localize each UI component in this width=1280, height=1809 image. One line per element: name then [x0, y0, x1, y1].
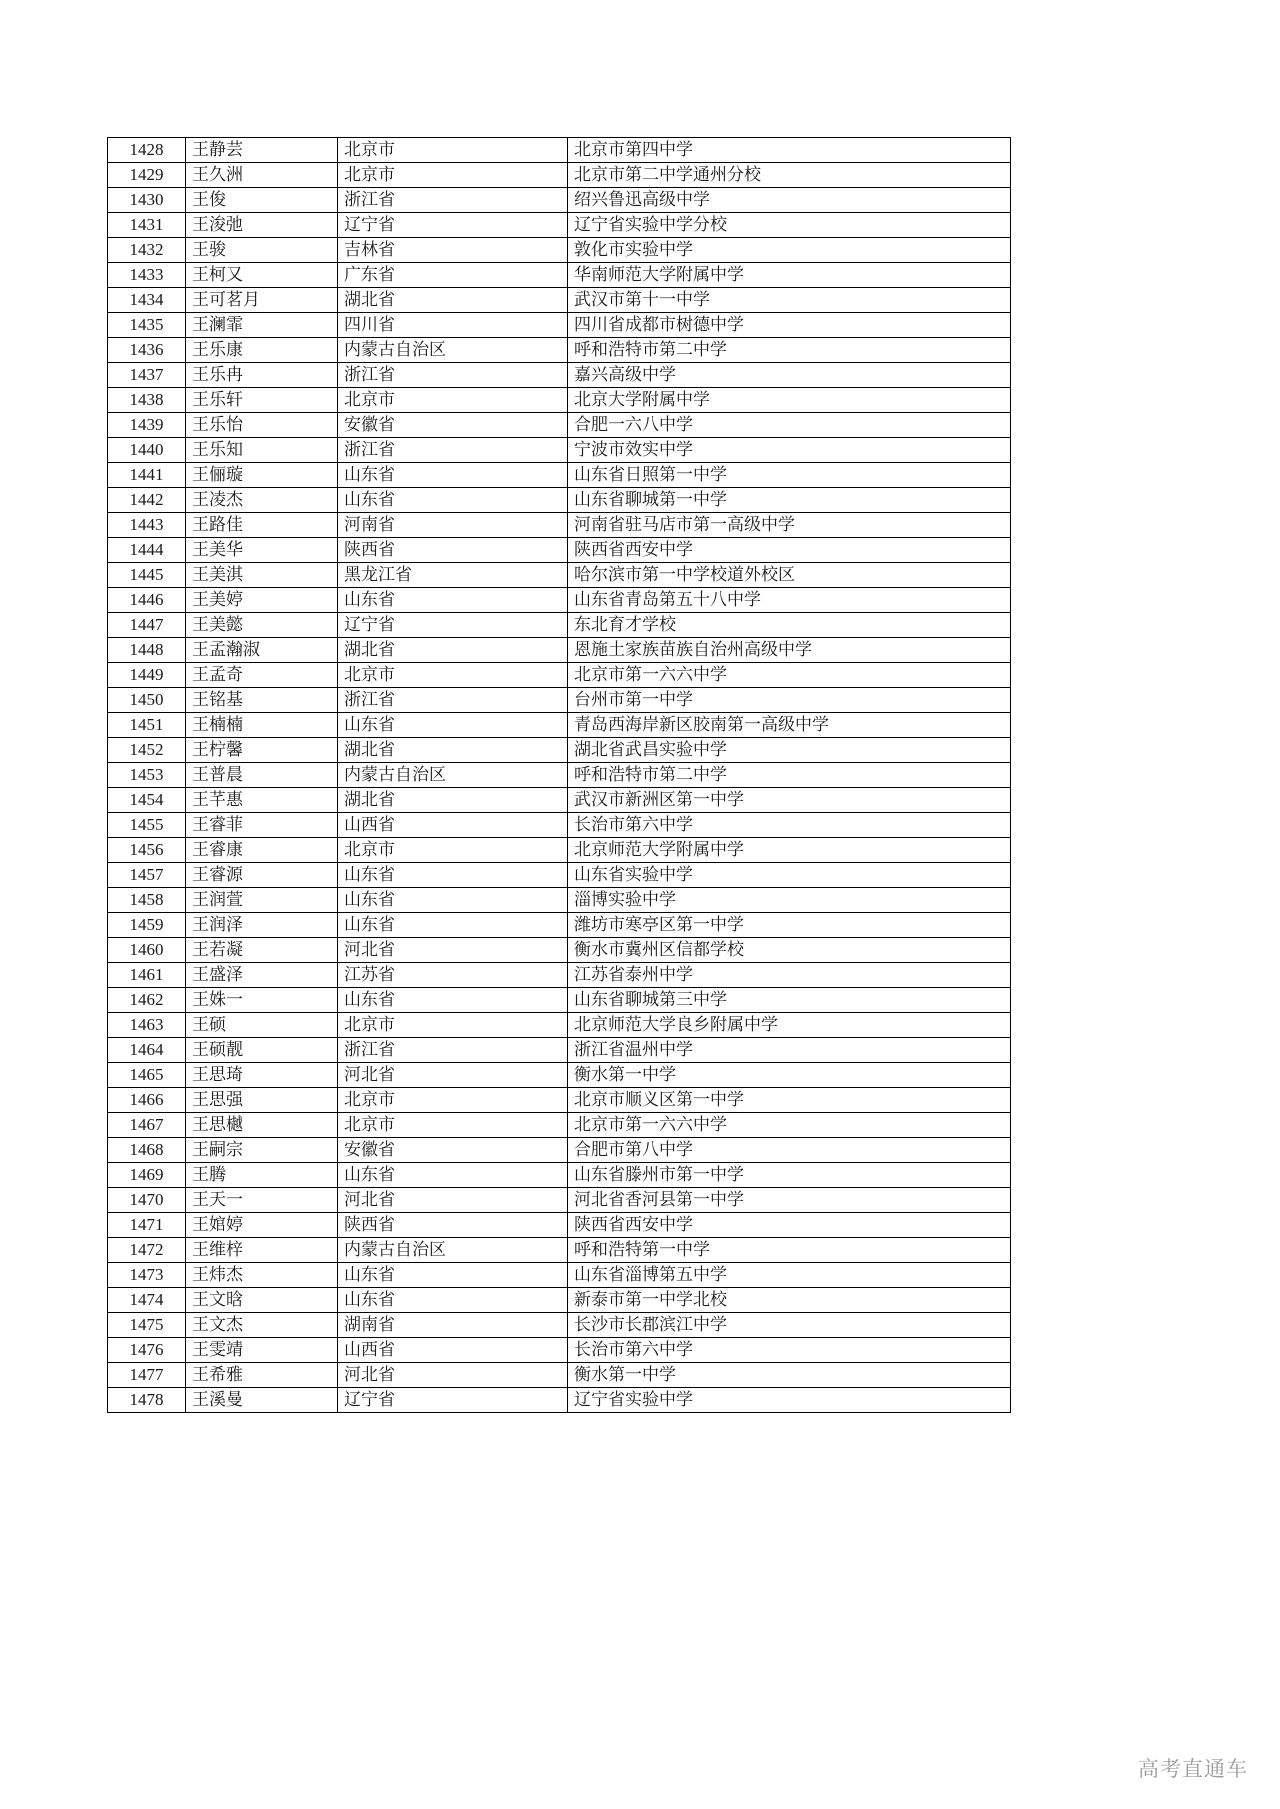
row-index: 1448: [108, 638, 186, 663]
table-row: [108, 1388, 1011, 1413]
school: 江苏省泰州中学: [568, 963, 1011, 988]
province: 山东省: [338, 1288, 568, 1313]
province: 山东省: [338, 913, 568, 938]
student-name: 王睿菲: [186, 813, 338, 838]
row-index: 1472: [108, 1238, 186, 1263]
province: 内蒙古自治区: [338, 1238, 568, 1263]
province: 安徽省: [338, 413, 568, 438]
table-row: [108, 538, 1011, 563]
table-row: [108, 263, 1011, 288]
school: 衡水市冀州区信都学校: [568, 938, 1011, 963]
row-index: 1458: [108, 888, 186, 913]
student-name: 王可茗月: [186, 288, 338, 313]
province: 辽宁省: [338, 213, 568, 238]
student-name: 王溪曼: [186, 1388, 338, 1413]
student-name: 王孟瀚淑: [186, 638, 338, 663]
school: 辽宁省实验中学分校: [568, 213, 1011, 238]
table-row: [108, 238, 1011, 263]
table-row: [108, 1313, 1011, 1338]
province: 浙江省: [338, 188, 568, 213]
table-row: [108, 1263, 1011, 1288]
table-row: [108, 363, 1011, 388]
student-roster-body: [108, 138, 1011, 1413]
student-name: 王思强: [186, 1088, 338, 1113]
row-index: 1475: [108, 1313, 186, 1338]
province: 浙江省: [338, 688, 568, 713]
student-name: 王楠楠: [186, 713, 338, 738]
table-row: [108, 313, 1011, 338]
province: 广东省: [338, 263, 568, 288]
row-index: 1460: [108, 938, 186, 963]
table-row: [108, 1288, 1011, 1313]
school: 陕西省西安中学: [568, 538, 1011, 563]
school: 衡水第一中学: [568, 1063, 1011, 1088]
row-index: 1446: [108, 588, 186, 613]
province: 山东省: [338, 713, 568, 738]
school: 恩施土家族苗族自治州高级中学: [568, 638, 1011, 663]
student-name: 王乐康: [186, 338, 338, 363]
row-index: 1449: [108, 663, 186, 688]
table-row: [108, 1088, 1011, 1113]
school: 北京市第一六六中学: [568, 1113, 1011, 1138]
table-row: [108, 888, 1011, 913]
province: 江苏省: [338, 963, 568, 988]
student-name: 王柠馨: [186, 738, 338, 763]
school: 河南省驻马店市第一高级中学: [568, 513, 1011, 538]
table-row: [108, 1163, 1011, 1188]
school: 湖北省武昌实验中学: [568, 738, 1011, 763]
school: 武汉市新洲区第一中学: [568, 788, 1011, 813]
student-name: 王乐冉: [186, 363, 338, 388]
school: 山东省淄博第五中学: [568, 1263, 1011, 1288]
student-name: 王路佳: [186, 513, 338, 538]
province: 山东省: [338, 1163, 568, 1188]
table-row: [108, 563, 1011, 588]
row-index: 1431: [108, 213, 186, 238]
table-row: [108, 738, 1011, 763]
school: 长治市第六中学: [568, 1338, 1011, 1363]
school: 北京师范大学附属中学: [568, 838, 1011, 863]
province: 山东省: [338, 863, 568, 888]
student-name: 王静芸: [186, 138, 338, 163]
row-index: 1435: [108, 313, 186, 338]
school: 呼和浩特市第二中学: [568, 338, 1011, 363]
row-index: 1441: [108, 463, 186, 488]
student-name: 王俪璇: [186, 463, 338, 488]
school: 潍坊市寒亭区第一中学: [568, 913, 1011, 938]
table-row: [108, 863, 1011, 888]
table-row: [108, 913, 1011, 938]
row-index: 1428: [108, 138, 186, 163]
table-row: [108, 613, 1011, 638]
table-row: [108, 338, 1011, 363]
student-name: 王骏: [186, 238, 338, 263]
student-name: 王天一: [186, 1188, 338, 1213]
row-index: 1474: [108, 1288, 186, 1313]
province: 河北省: [338, 938, 568, 963]
student-name: 王俊: [186, 188, 338, 213]
table-row: [108, 463, 1011, 488]
province: 内蒙古自治区: [338, 338, 568, 363]
province: 北京市: [338, 163, 568, 188]
school: 敦化市实验中学: [568, 238, 1011, 263]
student-name: 王硕靓: [186, 1038, 338, 1063]
row-index: 1476: [108, 1338, 186, 1363]
province: 浙江省: [338, 438, 568, 463]
row-index: 1470: [108, 1188, 186, 1213]
student-name: 王炜杰: [186, 1263, 338, 1288]
student-name: 王思琦: [186, 1063, 338, 1088]
student-name: 王希雅: [186, 1363, 338, 1388]
province: 湖北省: [338, 288, 568, 313]
table-row: [108, 1213, 1011, 1238]
table-row: [108, 1013, 1011, 1038]
student-name: 王雯靖: [186, 1338, 338, 1363]
row-index: 1451: [108, 713, 186, 738]
school: 北京市第四中学: [568, 138, 1011, 163]
school: 武汉市第十一中学: [568, 288, 1011, 313]
row-index: 1455: [108, 813, 186, 838]
student-name: 王睿源: [186, 863, 338, 888]
school: 合肥市第八中学: [568, 1138, 1011, 1163]
province: 黑龙江省: [338, 563, 568, 588]
school: 山东省实验中学: [568, 863, 1011, 888]
school: 北京市顺义区第一中学: [568, 1088, 1011, 1113]
school: 长沙市长郡滨江中学: [568, 1313, 1011, 1338]
row-index: 1442: [108, 488, 186, 513]
row-index: 1461: [108, 963, 186, 988]
row-index: 1436: [108, 338, 186, 363]
table-row: [108, 138, 1011, 163]
table-row: [108, 1338, 1011, 1363]
student-name: 王思樾: [186, 1113, 338, 1138]
row-index: 1478: [108, 1388, 186, 1413]
school: 北京市第二中学通州分校: [568, 163, 1011, 188]
school: 山东省日照第一中学: [568, 463, 1011, 488]
school: 四川省成都市树德中学: [568, 313, 1011, 338]
school: 河北省香河县第一中学: [568, 1188, 1011, 1213]
province: 浙江省: [338, 363, 568, 388]
student-name: 王硕: [186, 1013, 338, 1038]
watermark: 高考直通车: [1138, 1758, 1248, 1781]
student-name: 王乐轩: [186, 388, 338, 413]
province: 河南省: [338, 513, 568, 538]
province: 山东省: [338, 463, 568, 488]
row-index: 1462: [108, 988, 186, 1013]
student-name: 王久洲: [186, 163, 338, 188]
row-index: 1439: [108, 413, 186, 438]
student-name: 王美婷: [186, 588, 338, 613]
table-row: [108, 688, 1011, 713]
row-index: 1466: [108, 1088, 186, 1113]
student-name: 王姝一: [186, 988, 338, 1013]
school: 长治市第六中学: [568, 813, 1011, 838]
table-row: [108, 813, 1011, 838]
province: 陕西省: [338, 538, 568, 563]
school: 山东省聊城第一中学: [568, 488, 1011, 513]
row-index: 1454: [108, 788, 186, 813]
table-row: [108, 188, 1011, 213]
row-index: 1467: [108, 1113, 186, 1138]
student-roster-table: [107, 137, 1011, 1413]
school: 台州市第一中学: [568, 688, 1011, 713]
table-row: [108, 663, 1011, 688]
table-row: [108, 388, 1011, 413]
student-name: 王乐怡: [186, 413, 338, 438]
student-name: 王润萱: [186, 888, 338, 913]
school: 绍兴鲁迅高级中学: [568, 188, 1011, 213]
province: 山东省: [338, 988, 568, 1013]
row-index: 1469: [108, 1163, 186, 1188]
province: 陕西省: [338, 1213, 568, 1238]
province: 北京市: [338, 663, 568, 688]
table-row: [108, 1238, 1011, 1263]
student-name: 王澜霏: [186, 313, 338, 338]
student-name: 王腾: [186, 1163, 338, 1188]
province: 湖北省: [338, 738, 568, 763]
table-row: [108, 963, 1011, 988]
student-name: 王浚弛: [186, 213, 338, 238]
row-index: 1471: [108, 1213, 186, 1238]
province: 湖北省: [338, 638, 568, 663]
school: 华南师范大学附属中学: [568, 263, 1011, 288]
row-index: 1468: [108, 1138, 186, 1163]
province: 湖北省: [338, 788, 568, 813]
province: 山东省: [338, 1263, 568, 1288]
row-index: 1450: [108, 688, 186, 713]
row-index: 1452: [108, 738, 186, 763]
student-name: 王乐知: [186, 438, 338, 463]
school: 呼和浩特市第二中学: [568, 763, 1011, 788]
student-name: 王睿康: [186, 838, 338, 863]
school: 辽宁省实验中学: [568, 1388, 1011, 1413]
row-index: 1459: [108, 913, 186, 938]
province: 内蒙古自治区: [338, 763, 568, 788]
table-row: [108, 1188, 1011, 1213]
table-row: [108, 788, 1011, 813]
school: 浙江省温州中学: [568, 1038, 1011, 1063]
student-name: 王美淇: [186, 563, 338, 588]
row-index: 1453: [108, 763, 186, 788]
school: 北京师范大学良乡附属中学: [568, 1013, 1011, 1038]
student-name: 王盛泽: [186, 963, 338, 988]
province: 四川省: [338, 313, 568, 338]
student-name: 王孟奇: [186, 663, 338, 688]
table-row: [108, 288, 1011, 313]
province: 北京市: [338, 838, 568, 863]
table-row: [108, 513, 1011, 538]
table-row: [108, 713, 1011, 738]
province: 北京市: [338, 1113, 568, 1138]
school: 东北育才学校: [568, 613, 1011, 638]
province: 北京市: [338, 1013, 568, 1038]
table-row: [108, 1063, 1011, 1088]
table-row: [108, 413, 1011, 438]
row-index: 1456: [108, 838, 186, 863]
row-index: 1440: [108, 438, 186, 463]
school: 山东省聊城第三中学: [568, 988, 1011, 1013]
school: 山东省滕州市第一中学: [568, 1163, 1011, 1188]
school: 呼和浩特第一中学: [568, 1238, 1011, 1263]
school: 嘉兴高级中学: [568, 363, 1011, 388]
table-row: [108, 588, 1011, 613]
student-name: 王维梓: [186, 1238, 338, 1263]
province: 山东省: [338, 888, 568, 913]
row-index: 1433: [108, 263, 186, 288]
province: 浙江省: [338, 1038, 568, 1063]
school: 北京大学附属中学: [568, 388, 1011, 413]
table-row: [108, 638, 1011, 663]
student-name: 王美懿: [186, 613, 338, 638]
province: 山东省: [338, 488, 568, 513]
table-row: [108, 988, 1011, 1013]
row-index: 1473: [108, 1263, 186, 1288]
province: 安徽省: [338, 1138, 568, 1163]
school: 合肥一六八中学: [568, 413, 1011, 438]
school: 青岛西海岸新区胶南第一高级中学: [568, 713, 1011, 738]
row-index: 1457: [108, 863, 186, 888]
row-index: 1430: [108, 188, 186, 213]
province: 山西省: [338, 1338, 568, 1363]
student-name: 王婠婷: [186, 1213, 338, 1238]
row-index: 1429: [108, 163, 186, 188]
row-index: 1432: [108, 238, 186, 263]
row-index: 1443: [108, 513, 186, 538]
province: 北京市: [338, 1088, 568, 1113]
student-name: 王铭基: [186, 688, 338, 713]
row-index: 1444: [108, 538, 186, 563]
province: 北京市: [338, 138, 568, 163]
row-index: 1445: [108, 563, 186, 588]
province: 吉林省: [338, 238, 568, 263]
table-row: [108, 488, 1011, 513]
province: 山东省: [338, 588, 568, 613]
student-name: 王嗣宗: [186, 1138, 338, 1163]
row-index: 1465: [108, 1063, 186, 1088]
table-row: [108, 438, 1011, 463]
student-name: 王柯又: [186, 263, 338, 288]
student-name: 王文杰: [186, 1313, 338, 1338]
province: 湖南省: [338, 1313, 568, 1338]
student-name: 王若凝: [186, 938, 338, 963]
school: 新泰市第一中学北校: [568, 1288, 1011, 1313]
student-name: 王文晗: [186, 1288, 338, 1313]
student-name: 王润泽: [186, 913, 338, 938]
school: 陕西省西安中学: [568, 1213, 1011, 1238]
student-name: 王芊惠: [186, 788, 338, 813]
province: 辽宁省: [338, 613, 568, 638]
table-row: [108, 1038, 1011, 1063]
school: 北京市第一六六中学: [568, 663, 1011, 688]
province: 北京市: [338, 388, 568, 413]
row-index: 1477: [108, 1363, 186, 1388]
school: 淄博实验中学: [568, 888, 1011, 913]
province: 河北省: [338, 1188, 568, 1213]
table-row: [108, 938, 1011, 963]
school: 宁波市效实中学: [568, 438, 1011, 463]
row-index: 1464: [108, 1038, 186, 1063]
school: 哈尔滨市第一中学校道外校区: [568, 563, 1011, 588]
table-row: [108, 1113, 1011, 1138]
province: 河北省: [338, 1363, 568, 1388]
province: 山西省: [338, 813, 568, 838]
row-index: 1447: [108, 613, 186, 638]
row-index: 1437: [108, 363, 186, 388]
table-row: [108, 1363, 1011, 1388]
province: 辽宁省: [338, 1388, 568, 1413]
table-row: [108, 163, 1011, 188]
table-row: [108, 213, 1011, 238]
student-name: 王美华: [186, 538, 338, 563]
table-row: [108, 1138, 1011, 1163]
student-name: 王凌杰: [186, 488, 338, 513]
student-name: 王普晨: [186, 763, 338, 788]
school: 衡水第一中学: [568, 1363, 1011, 1388]
row-index: 1434: [108, 288, 186, 313]
school: 山东省青岛第五十八中学: [568, 588, 1011, 613]
province: 河北省: [338, 1063, 568, 1088]
row-index: 1463: [108, 1013, 186, 1038]
table-row: [108, 763, 1011, 788]
table-row: [108, 838, 1011, 863]
row-index: 1438: [108, 388, 186, 413]
